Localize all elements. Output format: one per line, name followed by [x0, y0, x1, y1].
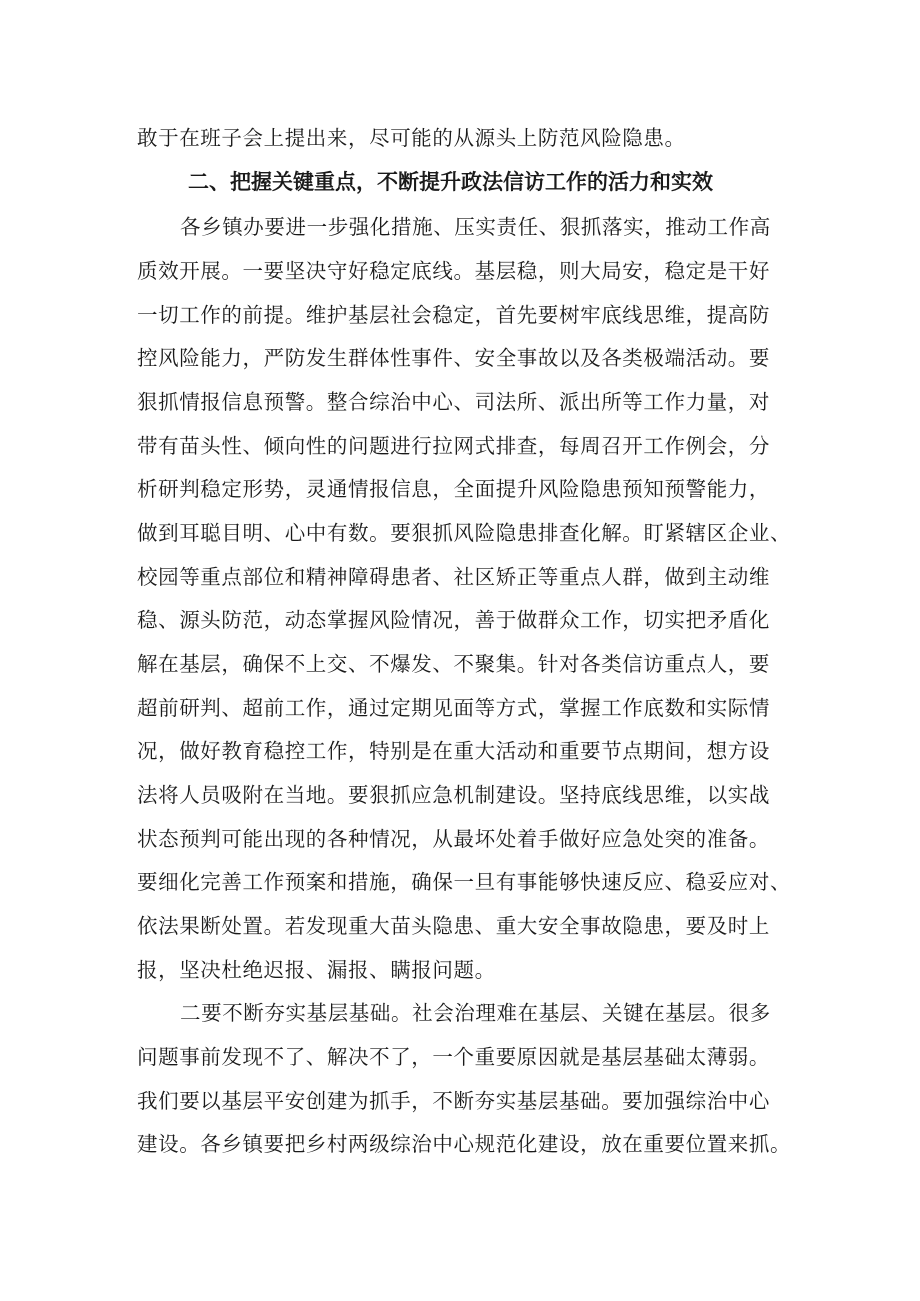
- paragraph-line: 超前研判、超前工作，通过定期见面等方式，掌握工作底数和实际情: [137, 696, 770, 720]
- paragraph-line: 稳、源头防范，动态掌握风险情况，善于做群众工作，切实把矛盾化: [137, 608, 770, 632]
- paragraph-line: 二要不断夯实基层基础。社会治理难在基层、关键在基层。很多: [180, 1001, 771, 1025]
- paragraph-line: 敢于在班子会上提出来，尽可能的从源头上防范风险隐患。: [137, 126, 686, 150]
- paragraph-line: 狠抓情报信息预警。整合综治中心、司法所、派出所等工作力量，对: [137, 390, 770, 414]
- section-heading: 二、把握关键重点，不断提升政法信访工作的活力和实效: [188, 170, 713, 194]
- paragraph-line: 报，坚决杜绝迟报、漏报、瞒报问题。: [137, 958, 496, 982]
- paragraph-line: 各乡镇办要进一步强化措施、压实责任、狠抓落实，推动工作高: [180, 215, 771, 239]
- paragraph-line: 带有苗头性、倾向性的问题进行拉网式排查，每周召开工作例会，分: [137, 434, 770, 458]
- paragraph-line: 问题事前发现不了、解决不了，一个重要原因就是基层基础太薄弱。: [137, 1045, 770, 1069]
- paragraph-line: 建设。各乡镇要把乡村两级综治中心规范化建设，放在重要位置来抓。: [137, 1132, 792, 1156]
- paragraph-line: 控风险能力，严防发生群体性事件、安全事故以及各类极端活动。要: [137, 346, 770, 370]
- paragraph-line: 法将人员吸附在当地。要狠抓应急机制建设。坚持底线思维，以实战: [137, 783, 770, 807]
- paragraph-line: 质效开展。一要坚决守好稳定底线。基层稳，则大局安，稳定是干好: [137, 259, 770, 283]
- paragraph-line: 校园等重点部位和精神障碍患者、社区矫正等重点人群，做到主动维: [137, 565, 770, 589]
- paragraph-line: 做到耳聪目明、心中有数。要狠抓风险隐患排查化解。盯紧辖区企业、: [137, 521, 792, 545]
- paragraph-line: 状态预判可能出现的各种情况，从最坏处着手做好应急处突的准备。: [137, 827, 770, 851]
- paragraph-line: 一切工作的前提。维护基层社会稳定，首先要树牢底线思维，提高防: [137, 303, 770, 327]
- paragraph-line: 析研判稳定形势，灵通情报信息，全面提升风险隐患预知预警能力，: [137, 477, 770, 501]
- paragraph-line: 依法果断处置。若发现重大苗头隐患、重大安全事故隐患，要及时上: [137, 914, 770, 938]
- paragraph-line: 我们要以基层平安创建为抓手，不断夯实基层基础。要加强综治中心: [137, 1089, 770, 1113]
- paragraph-line: 要细化完善工作预案和措施，确保一旦有事能够快速反应、稳妥应对、: [137, 870, 792, 894]
- paragraph-line: 况，做好教育稳控工作，特别是在重大活动和重要节点期间，想方设: [137, 739, 770, 763]
- paragraph-line: 解在基层，确保不上交、不爆发、不聚集。针对各类信访重点人，要: [137, 652, 770, 676]
